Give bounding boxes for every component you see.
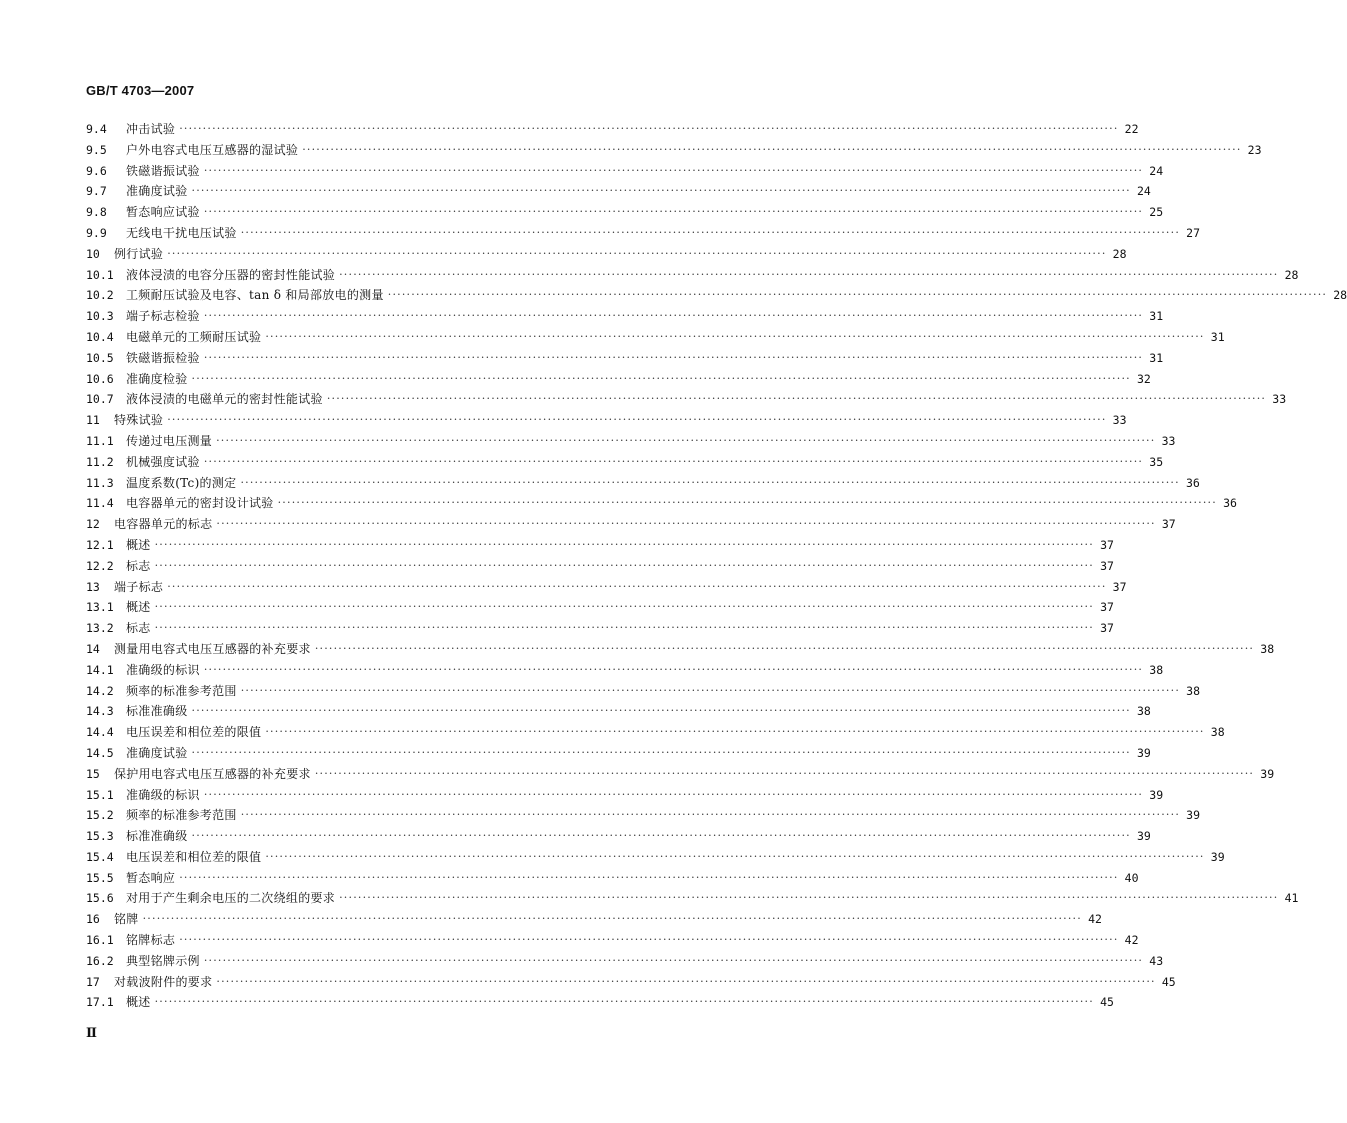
toc-entry-number: 17.1 xyxy=(86,995,114,1010)
toc-entry-title: 机械强度试验 xyxy=(126,454,200,469)
toc-entry-page: 38 xyxy=(1260,641,1275,656)
dot-leader: ········································································································································································································ xyxy=(191,829,1131,843)
toc-entry-page: 32 xyxy=(1136,371,1151,386)
toc-entry-page: 24 xyxy=(1136,184,1151,199)
toc-entry-page: 37 xyxy=(1112,579,1127,594)
toc-entry-number: 14 xyxy=(86,641,100,656)
toc-entry-title: 端子标志检验 xyxy=(126,309,200,324)
dot-leader: ········································································································································································································ xyxy=(277,496,1217,510)
toc-entry-number: 14.2 xyxy=(86,683,114,698)
dot-leader: ········································································································································································································ xyxy=(339,891,1279,905)
toc-entry-number: 11.3 xyxy=(86,475,114,490)
dot-leader: ········································································································································································································ xyxy=(240,225,1181,239)
toc-entry-title: 准确级的标识 xyxy=(126,787,200,802)
toc-entry-number: 16.1 xyxy=(86,933,114,948)
toc-entry-title: 铭牌 xyxy=(114,912,139,927)
toc-entry[interactable] xyxy=(86,701,1151,722)
dot-leader: ········································································································································································································ xyxy=(326,392,1267,406)
toc-entry[interactable] xyxy=(86,306,1164,327)
toc-entry-title: 铁磁谐振试验 xyxy=(126,163,200,178)
toc-entry[interactable] xyxy=(86,369,1151,390)
dot-leader: ········································································································································································································ xyxy=(240,808,1181,822)
dot-leader: ········································································································································································································ xyxy=(191,704,1131,718)
toc-entry-title: 测量用电容式电压互感器的补充要求 xyxy=(114,641,311,656)
toc-entry[interactable] xyxy=(86,265,1299,286)
toc-entry-title: 暂态响应 xyxy=(126,870,176,885)
dot-leader: ········································································································································································································ xyxy=(265,329,1205,343)
toc-entry[interactable] xyxy=(86,618,1114,639)
toc-entry-page: 40 xyxy=(1124,870,1139,885)
toc-entry-page: 39 xyxy=(1186,808,1201,823)
toc-entry[interactable] xyxy=(86,452,1164,473)
dot-leader: ········································································································································································································ xyxy=(203,787,1144,801)
toc-entry-number: 14.5 xyxy=(86,745,114,760)
toc-entry-number: 15.6 xyxy=(86,891,114,906)
toc-entry-page: 31 xyxy=(1210,329,1225,344)
toc-entry[interactable] xyxy=(86,722,1225,743)
toc-entry-number: 14.3 xyxy=(86,704,114,719)
toc-entry-page: 28 xyxy=(1284,267,1299,282)
toc-entry[interactable] xyxy=(86,785,1164,806)
dot-leader: ········································································································································································································ xyxy=(154,537,1094,551)
toc-entry-page: 27 xyxy=(1186,225,1201,240)
dot-leader: ········································································································································································································ xyxy=(203,350,1144,364)
standard-code-header: GB/T 4703—2007 xyxy=(86,83,195,98)
toc-entry-title: 标准准确级 xyxy=(126,829,188,844)
dot-leader: ········································································································································································································ xyxy=(154,995,1094,1009)
toc-entry[interactable] xyxy=(86,743,1151,764)
toc-entry[interactable] xyxy=(86,181,1151,202)
toc-entry-number: 16 xyxy=(86,912,100,927)
dot-leader: ········································································································································································································ xyxy=(203,662,1144,676)
toc-entry-title: 频率的标准参考范围 xyxy=(126,808,237,823)
toc-entry-title: 暂态响应试验 xyxy=(126,205,200,220)
toc-entry[interactable] xyxy=(86,389,1287,410)
toc-entry-title: 冲击试验 xyxy=(126,122,176,136)
toc-entry-page: 31 xyxy=(1149,350,1164,365)
toc-entry-title: 对载波附件的要求 xyxy=(114,974,213,989)
toc-entry-title: 工频耐压试验及电容、tan δ 和局部放电的测量 xyxy=(126,288,384,303)
toc-entry[interactable] xyxy=(86,119,1139,140)
toc-entry-number: 10.3 xyxy=(86,309,114,324)
dot-leader: ········································································································································································································ xyxy=(216,433,1156,447)
toc-entry-page: 36 xyxy=(1223,496,1237,511)
toc-entry-number: 9.7 xyxy=(86,184,107,199)
toc-entry-title: 概述 xyxy=(126,537,151,552)
toc-entry-page: 39 xyxy=(1260,766,1275,781)
toc-entry[interactable] xyxy=(86,556,1114,577)
toc-entry-number: 9.8 xyxy=(86,205,107,220)
dot-leader: ········································································································································································································ xyxy=(179,122,1119,135)
toc-entry-number: 12.2 xyxy=(86,558,114,573)
toc-entry-number: 12.1 xyxy=(86,537,114,552)
toc-entry-page: 35 xyxy=(1149,454,1164,469)
dot-leader: ········································································································································································································ xyxy=(339,267,1279,281)
toc-entry-number: 10.5 xyxy=(86,350,114,365)
toc-entry-page: 33 xyxy=(1272,392,1287,407)
toc-entry-title: 保护用电容式电压互感器的补充要求 xyxy=(114,766,311,781)
toc-entry-number: 15.1 xyxy=(86,787,114,802)
dot-leader: ········································································································································································································ xyxy=(167,579,1107,593)
dot-leader: ········································································································································································································ xyxy=(240,475,1180,489)
toc-entry-number: 16.2 xyxy=(86,953,114,968)
table-of-contents xyxy=(86,119,1347,1013)
toc-entry-number: 15.3 xyxy=(86,829,114,844)
dot-leader: ········································································································································································································ xyxy=(191,371,1131,385)
toc-entry[interactable] xyxy=(86,888,1299,909)
toc-entry-number: 15.5 xyxy=(86,870,114,885)
toc-entry-title: 电压误差和相位差的限值 xyxy=(126,849,262,864)
toc-entry-page: 28 xyxy=(1333,288,1347,303)
toc-entry-number: 14.1 xyxy=(86,662,114,677)
dot-leader: ········································································································································································································ xyxy=(203,953,1144,967)
toc-entry-page: 41 xyxy=(1284,891,1299,906)
dot-leader: ········································································································································································································ xyxy=(179,933,1119,947)
toc-entry-number: 12 xyxy=(86,517,100,532)
toc-entry[interactable] xyxy=(86,764,1275,785)
toc-entry-title: 液体浸渍的电磁单元的密封性能试验 xyxy=(126,392,323,407)
toc-entry-page: 42 xyxy=(1124,933,1139,948)
toc-entry-number: 9.5 xyxy=(86,142,107,157)
dot-leader: ········································································································································································································ xyxy=(265,725,1205,739)
toc-entry-page: 24 xyxy=(1149,163,1164,178)
toc-entry-number: 14.4 xyxy=(86,725,114,740)
toc-entry-number: 13 xyxy=(86,579,100,594)
toc-entry-title: 端子标志 xyxy=(114,579,164,594)
dot-leader: ········································································································································································································ xyxy=(203,309,1144,323)
toc-entry-title: 准确度试验 xyxy=(126,745,188,760)
toc-entry-title: 概述 xyxy=(126,600,151,615)
toc-entry[interactable] xyxy=(86,847,1225,868)
dot-leader: ········································································································································································································ xyxy=(154,600,1094,614)
dot-leader: ········································································································································································································ xyxy=(203,163,1144,177)
toc-entry[interactable] xyxy=(86,951,1164,972)
dot-leader: ········································································································································································································ xyxy=(203,205,1144,219)
toc-entry[interactable] xyxy=(86,992,1114,1013)
toc-entry-page: 37 xyxy=(1100,537,1114,552)
toc-entry-number: 15 xyxy=(86,766,100,781)
toc-entry-page: 39 xyxy=(1136,829,1151,844)
toc-entry-title: 对用于产生剩余电压的二次绕组的要求 xyxy=(126,891,336,906)
toc-entry-page: 31 xyxy=(1149,309,1164,324)
toc-entry-title: 传递过电压测量 xyxy=(126,433,213,448)
dot-leader: ········································································································································································································ xyxy=(154,558,1094,572)
toc-entry[interactable] xyxy=(86,972,1176,993)
toc-entry-page: 33 xyxy=(1161,433,1176,448)
toc-entry-number: 11 xyxy=(86,413,100,428)
dot-leader: ········································································································································································································ xyxy=(314,766,1255,780)
toc-entry[interactable] xyxy=(86,223,1201,244)
toc-entry[interactable] xyxy=(86,805,1201,826)
toc-entry-title: 铭牌标志 xyxy=(126,933,176,948)
toc-entry-page: 36 xyxy=(1185,475,1200,490)
toc-entry[interactable] xyxy=(86,202,1164,223)
toc-entry-title: 典型铭牌示例 xyxy=(126,953,200,968)
toc-entry-title: 标志 xyxy=(126,558,151,573)
toc-entry-number: 17 xyxy=(86,974,100,989)
toc-entry-page: 23 xyxy=(1247,142,1262,157)
toc-entry[interactable] xyxy=(86,244,1127,265)
toc-entry-title: 标志 xyxy=(126,621,151,636)
toc-entry[interactable] xyxy=(86,410,1127,431)
toc-entry[interactable] xyxy=(86,681,1201,702)
toc-entry-number: 15.2 xyxy=(86,808,114,823)
toc-entry-number: 9.6 xyxy=(86,163,107,178)
dot-leader: ········································································································································································································ xyxy=(203,454,1144,468)
toc-entry-page: 39 xyxy=(1149,787,1164,802)
dot-leader: ········································································································································································································ xyxy=(265,849,1205,863)
toc-entry[interactable] xyxy=(86,348,1164,369)
dot-leader: ········································································································································································································ xyxy=(167,246,1107,260)
toc-entry-number: 10.7 xyxy=(86,392,114,407)
dot-leader: ········································································································································································································ xyxy=(387,288,1328,302)
toc-entry-title: 频率的标准参考范围 xyxy=(126,683,237,698)
toc-entry-title: 铁磁谐振检验 xyxy=(126,350,200,365)
dot-leader: ········································································································································································································ xyxy=(240,683,1181,697)
toc-entry-number: 9.4 xyxy=(86,122,107,136)
toc-entry-page: 39 xyxy=(1136,745,1151,760)
toc-entry[interactable] xyxy=(86,597,1114,618)
toc-entry-number: 13.2 xyxy=(86,621,114,636)
toc-entry-number: 10.2 xyxy=(86,288,114,303)
dot-leader: ········································································································································································································ xyxy=(167,413,1107,427)
toc-entry[interactable] xyxy=(86,930,1139,951)
toc-entry[interactable] xyxy=(86,285,1347,306)
toc-entry-number: 10.6 xyxy=(86,371,114,386)
toc-entry-title: 无线电干扰电压试验 xyxy=(126,225,237,240)
toc-entry[interactable] xyxy=(86,660,1164,681)
dot-leader: ········································································································································································································ xyxy=(302,142,1242,156)
toc-entry-page: 25 xyxy=(1149,205,1164,220)
toc-entry-title: 液体浸渍的电容分压器的密封性能试验 xyxy=(126,267,336,282)
toc-entry-title: 电压误差和相位差的限值 xyxy=(126,725,262,740)
toc-entry-page: 38 xyxy=(1186,683,1201,698)
toc-entry[interactable] xyxy=(86,431,1176,452)
toc-entry[interactable] xyxy=(86,140,1262,161)
toc-entry-number: 13.1 xyxy=(86,600,114,615)
toc-entry-page: 38 xyxy=(1136,704,1151,719)
toc-entry-page: 38 xyxy=(1210,725,1225,740)
toc-entry-number: 15.4 xyxy=(86,849,114,864)
toc-entry[interactable] xyxy=(86,161,1164,182)
dot-leader: ········································································································································································································ xyxy=(191,745,1131,759)
toc-entry[interactable] xyxy=(86,868,1139,889)
toc-entry-page: 28 xyxy=(1112,246,1127,261)
toc-entry[interactable] xyxy=(86,493,1237,514)
toc-entry[interactable] xyxy=(86,909,1102,930)
toc-entry-page: 42 xyxy=(1088,912,1102,927)
toc-entry-page: 37 xyxy=(1100,558,1114,573)
page-number-footer: Ⅱ xyxy=(86,1026,97,1041)
toc-entry-number: 11.2 xyxy=(86,454,114,469)
toc-entry[interactable] xyxy=(86,535,1114,556)
toc-entry-title: 标准准确级 xyxy=(126,704,188,719)
toc-entry-page: 39 xyxy=(1210,849,1225,864)
toc-entry-page: 37 xyxy=(1100,600,1114,615)
toc-entry-title: 准确度检验 xyxy=(126,371,188,386)
dot-leader: ········································································································································································································ xyxy=(154,621,1094,635)
dot-leader: ········································································································································································································ xyxy=(216,974,1156,988)
dot-leader: ········································································································································································································ xyxy=(314,641,1255,655)
dot-leader: ········································································································································································································ xyxy=(142,912,1082,926)
toc-entry-title: 特殊试验 xyxy=(114,413,164,428)
dot-leader: ········································································································································································································ xyxy=(191,184,1131,198)
toc-entry-title: 温度系数(Tc)的测定 xyxy=(126,475,237,490)
toc-entry-page: 37 xyxy=(1100,621,1114,636)
toc-entry-page: 38 xyxy=(1149,662,1164,677)
toc-entry-page: 37 xyxy=(1161,517,1176,532)
toc-entry-title: 准确级的标识 xyxy=(126,662,200,677)
dot-leader: ········································································································································································································ xyxy=(179,870,1119,884)
toc-entry-page: 43 xyxy=(1149,953,1164,968)
toc-entry[interactable] xyxy=(86,639,1275,660)
toc-entry-title: 准确度试验 xyxy=(126,184,188,199)
toc-entry-number: 9.9 xyxy=(86,225,107,240)
toc-entry-page: 45 xyxy=(1161,974,1176,989)
toc-entry[interactable] xyxy=(86,826,1151,847)
toc-entry-title: 电磁单元的工频耐压试验 xyxy=(126,329,262,344)
toc-entry-title: 概述 xyxy=(126,995,151,1010)
toc-entry-title: 例行试验 xyxy=(114,246,164,261)
toc-entry[interactable] xyxy=(86,327,1225,348)
toc-entry-page: 33 xyxy=(1112,413,1127,428)
toc-entry-page: 45 xyxy=(1100,995,1114,1010)
toc-entry-page: 22 xyxy=(1124,122,1139,136)
toc-entry-number: 10.4 xyxy=(86,329,114,344)
toc-entry-number: 10 xyxy=(86,246,100,261)
toc-entry-number: 11.1 xyxy=(86,433,114,448)
toc-entry-number: 10.1 xyxy=(86,267,114,282)
toc-entry[interactable] xyxy=(86,577,1127,598)
dot-leader: ········································································································································································································ xyxy=(216,517,1156,531)
toc-entry-title: 电容器单元的标志 xyxy=(114,517,213,532)
toc-entry[interactable] xyxy=(86,473,1200,494)
toc-entry-title: 户外电容式电压互感器的湿试验 xyxy=(126,142,299,157)
toc-entry-number: 11.4 xyxy=(86,496,114,511)
toc-entry-title: 电容器单元的密封设计试验 xyxy=(126,496,274,511)
toc-entry[interactable] xyxy=(86,514,1176,535)
